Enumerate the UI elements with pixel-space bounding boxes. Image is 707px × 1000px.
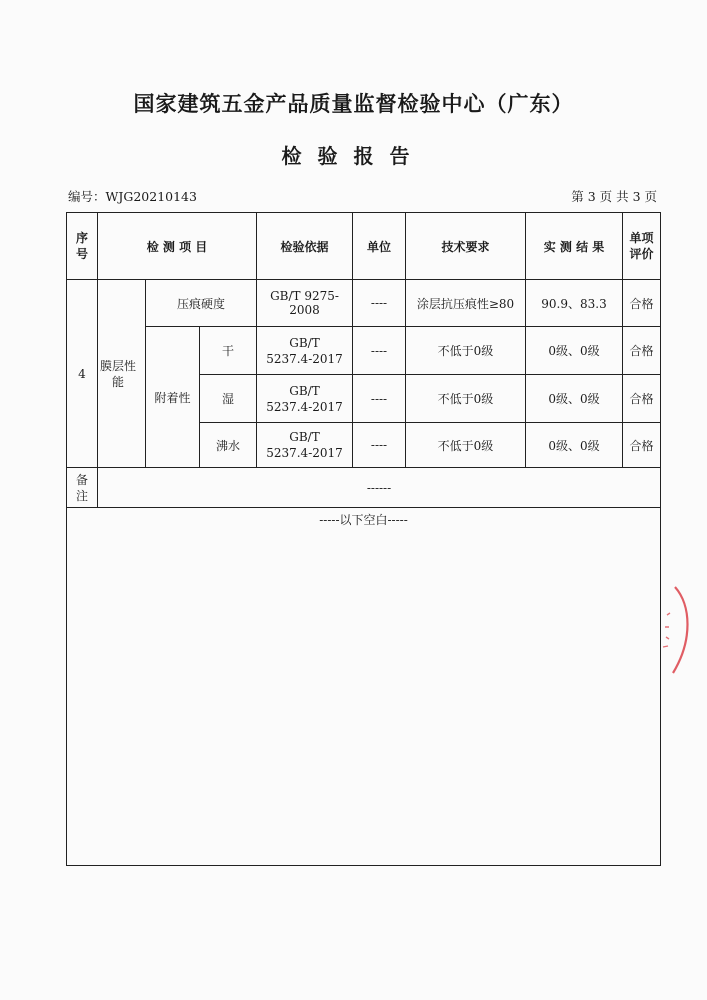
row-result: 0级、0级 (526, 327, 623, 375)
note-row (67, 468, 661, 508)
sub-group-name: 附着性 (146, 327, 200, 468)
table-row (67, 327, 661, 375)
header-unit: 单位 (353, 213, 406, 280)
row-item: 压痕硬度 (146, 280, 257, 327)
row-unit: ---- (353, 327, 406, 375)
row-evaluation: 合格 (623, 327, 661, 375)
table-row (67, 280, 661, 327)
row-basis: GB/T 5237.4-2017 (257, 327, 353, 375)
row-evaluation: 合格 (623, 423, 661, 468)
inspection-table (66, 212, 661, 866)
header-item: 检 测 项 目 (98, 213, 257, 280)
report-subtitle: 检验报告 (281, 144, 426, 168)
row-result: 0级、0级 (526, 375, 623, 423)
header-seq: 序号 (67, 213, 98, 280)
row-item: 干 (200, 327, 257, 375)
group-name: 膜层性能 (98, 280, 146, 468)
row-result: 0级、0级 (526, 423, 623, 468)
row-item: 湿 (200, 375, 257, 423)
page-info: 第 3 页 共 3 页 (571, 189, 657, 204)
table-header-row (67, 213, 661, 280)
row-evaluation: 合格 (623, 375, 661, 423)
report-number: 编号：WJG20210143 (68, 189, 197, 204)
header-basis: 检验依据 (257, 213, 353, 280)
row-requirement: 不低于0级 (406, 375, 526, 423)
note-label: 备注 (67, 468, 98, 508)
row-basis: GB/T 5237.4-2017 (257, 375, 353, 423)
header-evaluation: 单项评价 (623, 213, 661, 280)
row-result: 90.9、83.3 (526, 280, 623, 327)
report-title: 国家建筑五金产品质量监督检验中心（广东） (133, 92, 574, 116)
note-value: ------ (98, 468, 661, 508)
group-seq: 4 (67, 280, 98, 468)
row-basis: GB/T 9275-2008 (257, 280, 353, 327)
row-basis: GB/T 5237.4-2017 (257, 423, 353, 468)
seal-stamp-fragment (655, 585, 695, 675)
row-requirement: 不低于0级 (406, 327, 526, 375)
row-item: 沸水 (200, 423, 257, 468)
blank-row (67, 508, 661, 866)
row-unit: ---- (353, 375, 406, 423)
row-requirement: 涂层抗压痕性≥80 (406, 280, 526, 327)
row-evaluation: 合格 (623, 280, 661, 327)
header-requirement: 技术要求 (406, 213, 526, 280)
row-unit: ---- (353, 423, 406, 468)
row-requirement: 不低于0级 (406, 423, 526, 468)
row-unit: ---- (353, 280, 406, 327)
header-result: 实 测 结 果 (526, 213, 623, 280)
blank-text: -----以下空白----- (67, 508, 661, 866)
